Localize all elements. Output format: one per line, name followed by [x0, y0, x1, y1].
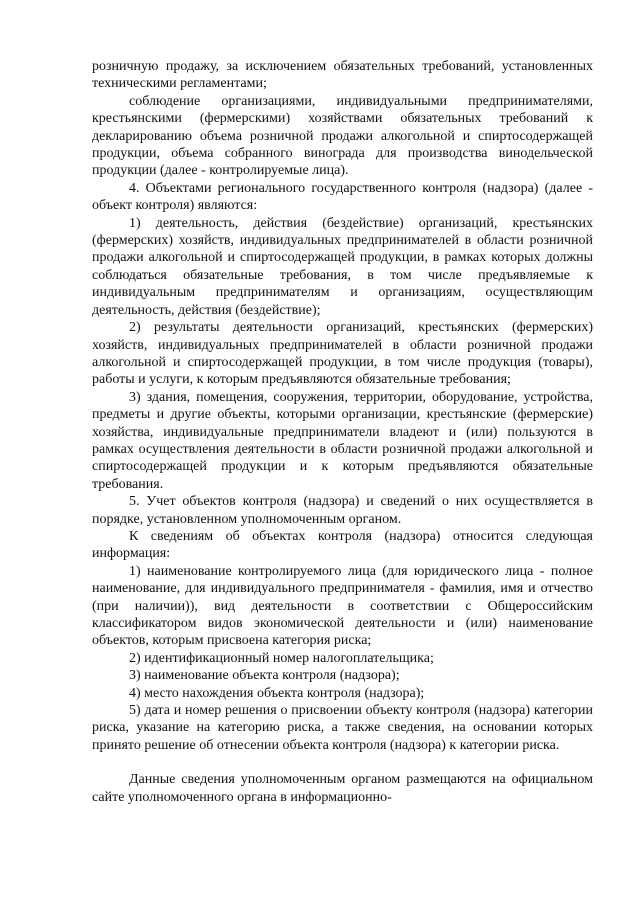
- paragraph-10: 2) идентификационный номер налогоплательщика;: [129, 650, 434, 666]
- paragraph-14: Данные сведения уполномоченным органом размещаются на официальном сайте уполномоченного органа в информационно-: [92, 772, 593, 805]
- paragraph-2: соблюдение организациями, индивидуальными предпринимателями, крестьянскими (фермерскими) хозяйствами обязательных требований к декларированию объема розничной продажи алкогольной и спиртосодержащей продукции, объема собранного винограда для производства винодельческой продукции (далее - контролируемые лица).: [92, 93, 593, 179]
- paragraph-12: 4) место нахождения объекта контроля (надзора);: [129, 685, 425, 701]
- paragraph-6: 3) здания, помещения, сооружения, территории, оборудование, устройства, предметы и другие объекты, которыми организации, крестьянские (фермерские) хозяйства, индивидуальные предприниматели владеют и (или) пользуются в рамках осуществления деятельности в области розничной продажи алкогольной и спиртосодержащей продукции и к которым предъявляются обязательные требования.: [92, 389, 593, 492]
- paragraph-9: 1) наименование контролируемого лица (для юридического лица - полное наименование, для индивидуального предпринимателя - фамилия, имя и отчество (при наличии)), вид деятельности в соответствии с Общероссийским классификатором видов экономической деятельности и (или) наименование объектов, которым присвоена категория риска;: [92, 563, 593, 649]
- paragraph-5: 2) результаты деятельности организаций, крестьянских (фермерских) хозяйств, индивидуальных предпринимателей в области розничной продажи алкогольной и спиртосодержащей продукции, в том числе продукция (товары), работы и услуги, к которым предъявляются обязательные требования;: [92, 320, 593, 388]
- paragraph-11: 3) наименование объекта контроля (надзора);: [129, 668, 400, 684]
- paragraph-4: 1) деятельность, действия (бездействие) организаций, крестьянских (фермерских) хозяйств, индивидуальных предпринимателей в области розничной продажи алкогольной и спиртосодержащей продукции, в рамках которых должны соблюдаться обязательные требования, в том числе предъявляемые к индивидуальным предпринимателям и организациям, осуществляющим деятельность, действия (бездействие);: [92, 215, 593, 318]
- paragraph-7: 5. Учет объектов контроля (надзора) и сведений о них осуществляется в порядке, установленном уполномоченным органом.: [92, 494, 593, 527]
- paragraph-1: розничную продажу, за исключением обязательных требований, установленных техническими регламентами;: [92, 59, 593, 92]
- paragraph-8: К сведениям об объектах контроля (надзора) относится следующая информация:: [92, 528, 593, 562]
- paragraph-13: 5) дата и номер решения о присвоении объекту контроля (надзора) категории риска, указание на категорию риска, а также сведения, на основании которых принято решение об отнесении объекта контроля (надзора) к категории риска.: [92, 703, 593, 753]
- document-page: [92, 58, 593, 806]
- paragraph-3: 4. Объектами регионального государственного контроля (надзора) (далее - объект контроля) являются:: [92, 180, 593, 214]
